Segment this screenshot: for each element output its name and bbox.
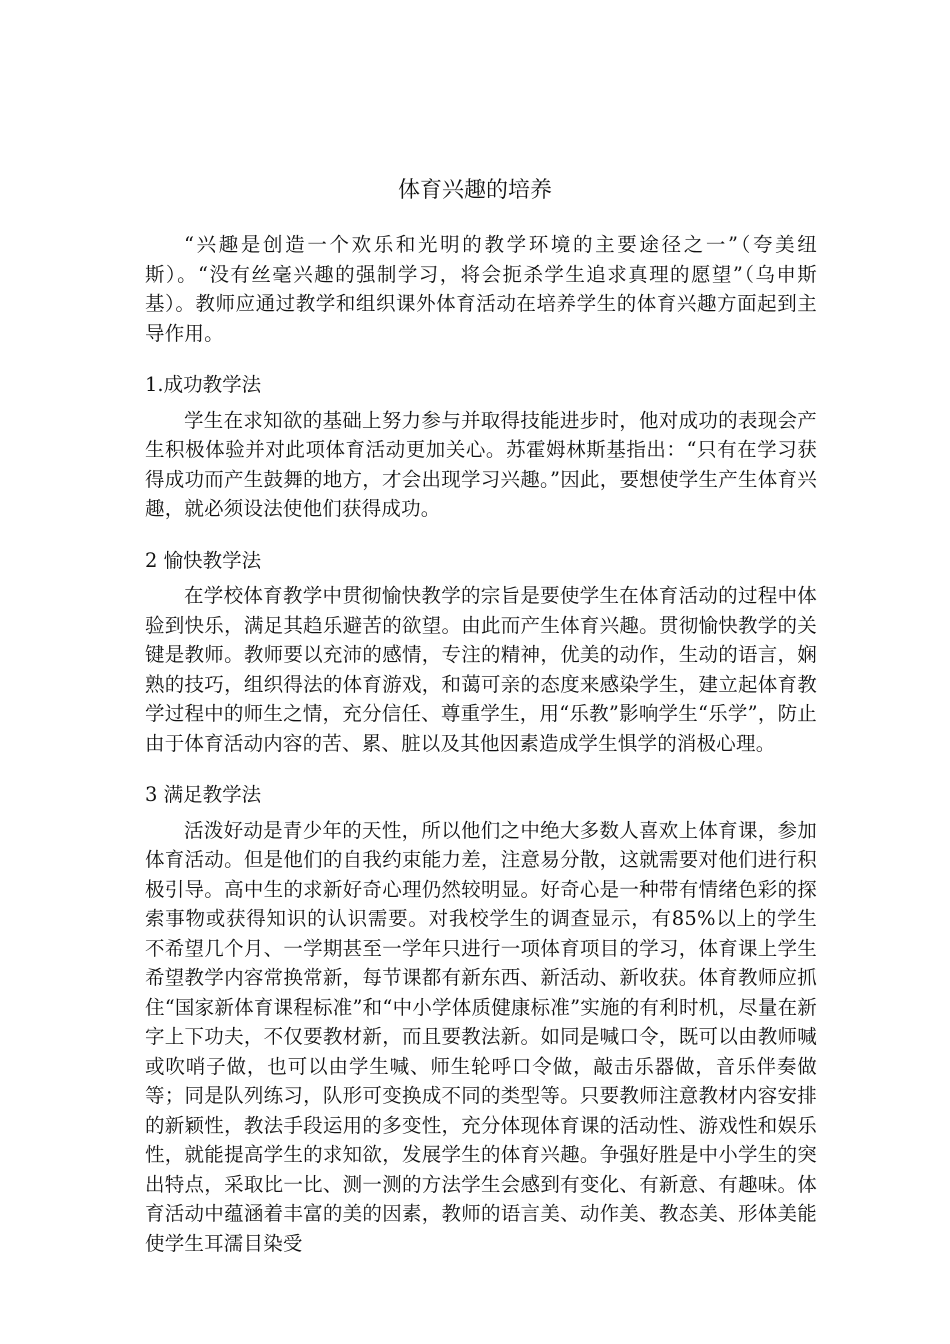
section-heading-2: 2 愉快教学法 [145,548,262,572]
section-body-3: 活泼好动是青少年的天性，所以他们之中绝大多数人喜欢上体育课，参加体育活动。但是他们的自我约束能力差，注意易分散，这就需要对他们进行积极引导。高中生的求新好奇心理仍然较明显。好奇心是一种带有情绪色彩的探索事物或获得知识的认识需要。对我校学生的调查显示，有85%以上的学生不希望几个月、一学期甚至一学年只进行一项体育项目的学习，体育课上学生希望教学内容常换常新，每节课都有新东西、新活动、新收获。体育教师应抓住“国家新体育课程标准”和“中小学体质健康标准”实施的有利时机，尽量在新字上下功夫，不仅要教材新，而且要教法新。如同是喊口令，既可以由教师喊或吹哨子做，也可以由学生喊、师生轮呼口令做，敲击乐器做，音乐伴奏做等；同是队列练习，队形可变换成不同的类型等。只要教师注意教材内容安排的新颖性，教法手段运用的多变性，充分体现体育课的活动性、游戏性和娱乐性，就能提高学生的求知欲，发展学生的体育兴趣。争强好胜是中小学生的突出特点，采取比一比、测一测的方法学生会感到有变化、有新意、有趣味。体育活动中蕴涵着丰富的美的因素，教师的语言美、动作美、教态美、形体美能使学生耳濡目染受 [145,818,817,1255]
document-body [145,230,817,1258]
section-body-1: 学生在求知欲的基础上努力参与并取得技能进步时，他对成功的表现会产生积极体验并对此项体育活动更加关心。苏霍姆林斯基指出：“只有在学习获得成功而产生鼓舞的地方，才会出现学习兴趣。”因此，要想使学生产生体育兴趣，就必须设法使他们获得成功。 [145,408,817,520]
section-body-2: 在学校体育教学中贯彻愉快教学的宗旨是要使学生在体育活动的过程中体验到快乐，满足其趋乐避苦的欲望。由此而产生体育兴趣。贯彻愉快教学的关键是教师。教师要以充沛的感情，专注的精神，优美的动作，生动的语言，娴熟的技巧，组织得法的体育游戏，和蔼可亲的态度来感染学生，建立起体育教学过程中的师生之情，充分信任、尊重学生，用“乐教”影响学生“乐学”，防止由于体育活动内容的苦、累、脏以及其他因素造成学生惧学的消极心理。 [145,584,817,755]
section-heading-1: 1.成功教学法 [145,373,262,396]
spacer [145,348,817,370]
document-title: 体育兴趣的培养 [397,178,552,203]
spacer [145,758,817,780]
spacer [145,524,817,546]
section-heading-3: 3 满足教学法 [145,783,262,806]
intro-paragraph: “兴趣是创造一个欢乐和光明的教学环境的主要途径之一”（夸美纽斯）。“没有丝毫兴趣的强制学习，将会扼杀学生追求真理的愿望”（乌申斯基）。教师应通过教学和组织课外体育活动在培养学生的体育兴趣方面起到主导作用。 [145,233,817,345]
